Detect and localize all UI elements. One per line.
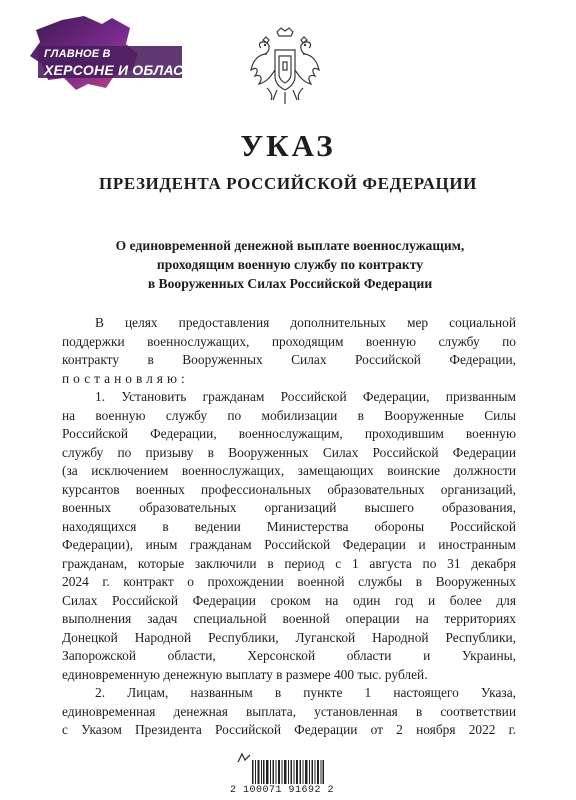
body-line: Донецкой Народной Республики, Луганской Народной Республики, xyxy=(62,629,516,645)
body-line: курсантов военных профессиональных образовательных организаций, xyxy=(62,481,516,497)
document-subtitle: ПРЕЗИДЕНТА РОССИЙСКОЙ ФЕДЕРАЦИИ xyxy=(99,174,477,193)
body-line: 2024 г. контракт о прохождении военной службы в Вооруженных xyxy=(62,574,516,589)
logo-text-line2: ХЕРСОНЕ И ОБЛАСТИ xyxy=(44,62,202,78)
body-line: службу по призыву в Вооруженных Силах Российской Федерации xyxy=(62,444,516,460)
scan-mark-icon xyxy=(236,752,252,764)
channel-logo xyxy=(22,14,202,94)
body-line: находящихся в ведении Министерства обороны Российской xyxy=(62,518,516,534)
body-line: поддержки военнослужащих, проходящим военную службу по xyxy=(62,333,516,349)
body-line: 1. Установить гражданам Российской Федерации, призванным xyxy=(95,389,516,404)
body-line: Федерации), иным гражданам Российской Федерации и иностранным xyxy=(62,537,516,552)
heading-line: в Вооруженных Силах Российской Федерации xyxy=(147,276,433,291)
body-line: постановляю: xyxy=(62,370,189,386)
heading-line: проходящим военную службу по контракту xyxy=(156,257,424,272)
document-title: УКАЗ xyxy=(240,128,336,163)
body-line: Силах Российской Федерации сроком на один год и более для xyxy=(62,592,516,608)
heading-line: О единовременной денежной выплате военнослужащим, xyxy=(115,238,465,253)
body-line: единовременная денежная выплата, установленная в соответствии xyxy=(62,703,516,719)
body-line: с Указом Президента Российской Федерации от 2 ноября 2022 г. xyxy=(62,722,516,737)
barcode-number: 2 100071 91692 2 xyxy=(230,785,335,796)
body-line: (за исключением военнослужащих, замещающих воинские должности xyxy=(62,463,516,478)
logo-text-line1: ГЛАВНОЕ В xyxy=(44,48,111,60)
body-line: контракту в Вооруженных Силах Российской Федерации, xyxy=(62,352,516,367)
body-line: 2. Лицам, названным в пункте 1 настоящего Указа, xyxy=(95,685,516,700)
body-line: Российской Федерации, военнослужащим, проходившим военную xyxy=(62,426,516,441)
body-line: гражданам, которые заключили в период с 1 августа по 31 декабря xyxy=(62,555,516,571)
body-line: В целях предоставления дополнительных мер социальной xyxy=(95,315,516,330)
body-line: Запорожской области, Херсонской области и Украины, xyxy=(62,648,516,663)
decree-body xyxy=(62,314,516,740)
body-line: выполнения задач специальной военной операции на территориях xyxy=(62,611,516,626)
decree-heading xyxy=(80,236,500,293)
body-line: единовременную денежную выплату в размере 400 тыс. рублей. xyxy=(62,666,428,682)
double-headed-eagle-icon xyxy=(247,26,323,108)
body-line: на военную службу по мобилизации в Вооруженные Силы xyxy=(62,407,516,423)
barcode-icon xyxy=(252,760,324,784)
body-line: военных образовательных организаций высшего образования, xyxy=(62,500,516,515)
